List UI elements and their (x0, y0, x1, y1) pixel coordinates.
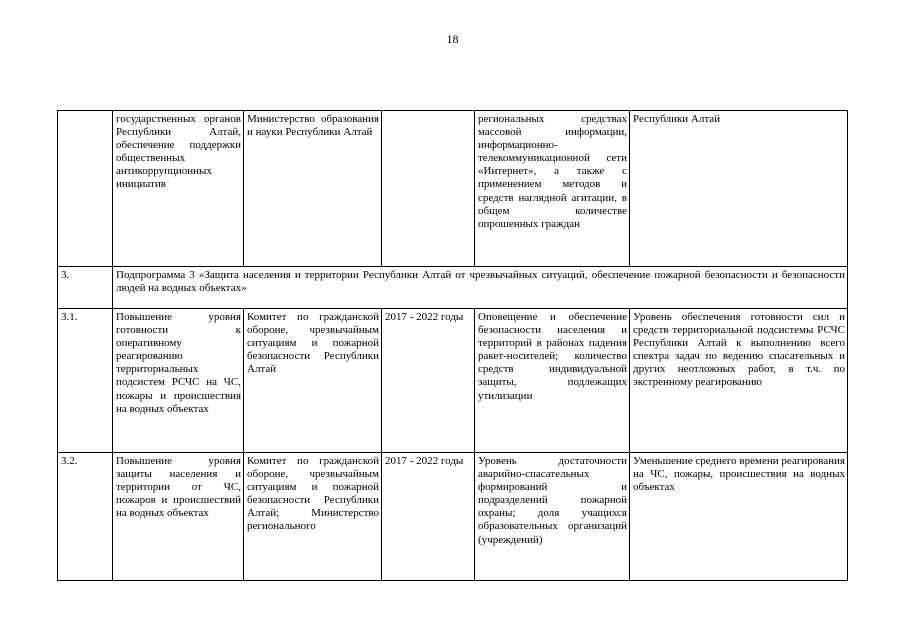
cell-indicators: Оповещение и обеспечение безопасности населения и территорий в районах падения ракет-носителей; количество средств индивидуальной защиты, подлежащих утилизации (475, 309, 630, 453)
cell-action: Повышение уровня защиты населения и территории от ЧС, пожаров и происшествий на водных объектах (113, 453, 244, 581)
cell-period: 2017 - 2022 годы (382, 453, 475, 581)
cell-number: 3.2. (58, 453, 113, 581)
cell-executor: Министерство образования и науки Республики Алтай (244, 111, 382, 267)
cell-period (382, 111, 475, 267)
cell-executor: Комитет по гражданской обороне, чрезвычайным ситуациям и пожарной безопасности Республики Алтай; Министерство регионального (244, 453, 382, 581)
cell-number (58, 111, 113, 267)
cell-number: 3.1. (58, 309, 113, 453)
cell-indicators: региональных средствах массовой информации, информационно-телекоммуникационной сети «Интернет», а также с применением методов и средств наглядной агитации, в общем количестве опрошенных граждан (475, 111, 630, 267)
program-table (57, 110, 848, 581)
table-row (58, 111, 848, 267)
cell-executor: Комитет по гражданской обороне, чрезвычайным ситуациям и пожарной безопасности Республики Алтай (244, 309, 382, 453)
cell-action: Повышение уровня готовности к оперативному реагированию территориальных подсистем РСЧС на ЧС, пожары и происшествия на водных объектах (113, 309, 244, 453)
cell-period: 2017 - 2022 годы (382, 309, 475, 453)
cell-number: 3. (58, 267, 113, 309)
cell-result: Республики Алтай (630, 111, 848, 267)
table-row (58, 453, 848, 581)
cell-result: Уровень обеспечения готовности сил и средств территориальной подсистемы РСЧС Республики Алтай к выполнению всего спектра задач по ведению спасательных и других неотложных работ, в т.ч. по экстренному реагированию (630, 309, 848, 453)
subprogram-row (58, 267, 848, 309)
cell-action: государственных органов Республики Алтай, обеспечение поддержки общественных антикоррупционных инициатив (113, 111, 244, 267)
table-row (58, 309, 848, 453)
cell-indicators: Уровень достаточности аварийно-спасательных формирований и подразделений пожарной охраны; доля учащихся образовательных организаций (учреждений) (475, 453, 630, 581)
page-number: 18 (446, 32, 459, 46)
subprogram-title: Подпрограмма 3 «Защита населения и территории Республики Алтай от чрезвычайных ситуаций, обеспечение пожарной безопасности и безопасности людей на водных объектах» (113, 267, 848, 309)
cell-result: Уменьшение среднего времени реагирования на ЧС, пожары, происшествия на водных объектах (630, 453, 848, 581)
